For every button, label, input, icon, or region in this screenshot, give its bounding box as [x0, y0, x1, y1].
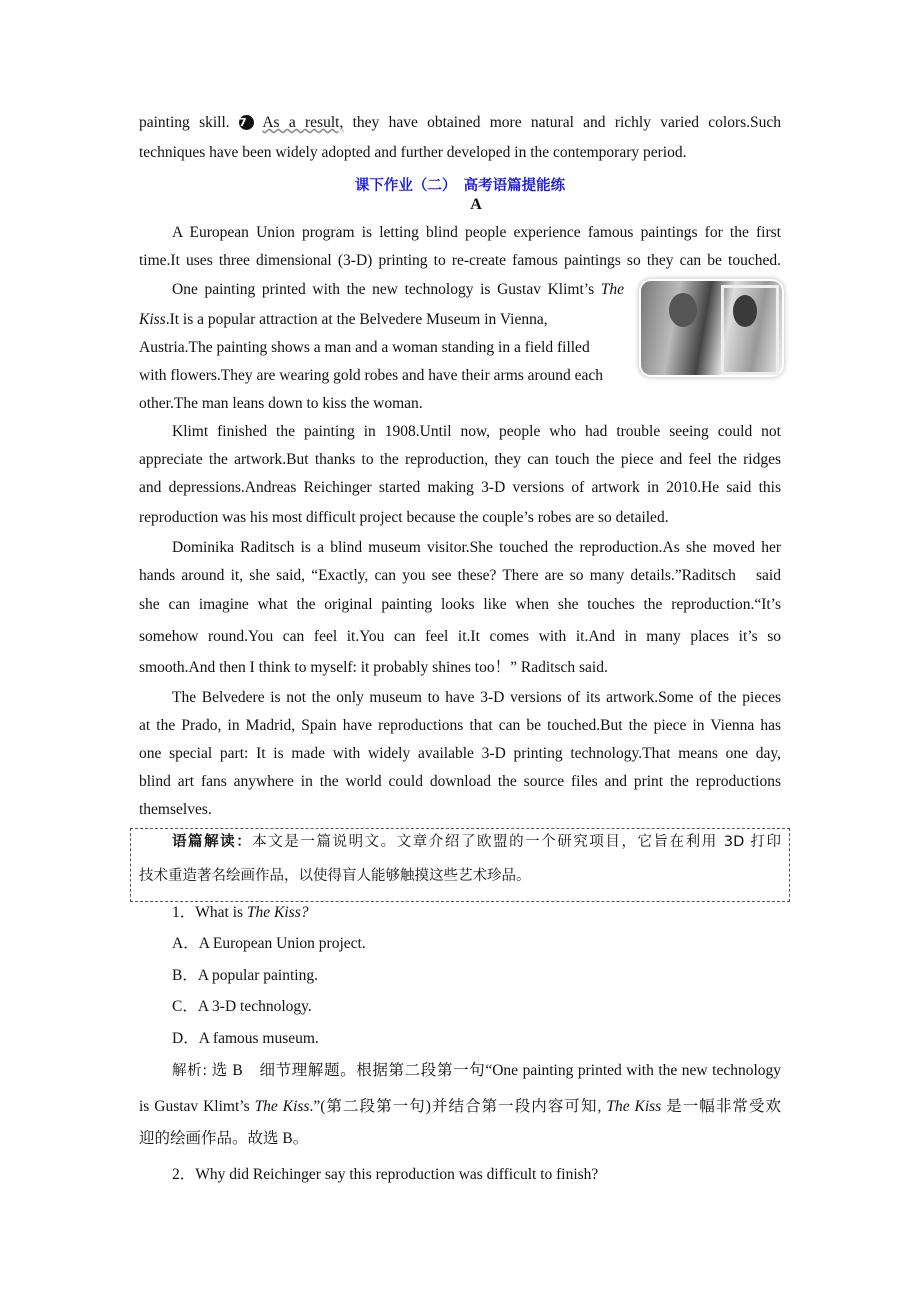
paragraph-4-line: smooth.And then I think to myself: it probably shines too！” Raditsch said. — [139, 659, 608, 676]
article-photo — [641, 281, 782, 375]
paragraph-3-line: Klimt finished the painting in 1908.Until now, people who had trouble seeing could not — [172, 423, 781, 440]
paragraph-3-line: reproduction was his most difficult project because the couple’s robes are so detailed. — [139, 509, 669, 526]
paragraph-5-line: blind art fans anywhere in the world could download the source files and print the reproductions — [139, 773, 781, 790]
section-title: 课下作业（二） 高考语篇提能练 — [354, 178, 566, 194]
text: 本文是一篇说明文。文章介绍了欧盟的一个研究项目，它旨在利用 3D 打印 — [252, 834, 782, 850]
italic-title: The — [600, 281, 625, 298]
text: painting skill. — [139, 114, 230, 131]
analysis-line — [172, 1061, 781, 1081]
text: .It is a popular attraction at the Belvedere Museum in Vienna, — [165, 311, 548, 328]
summary-label: 语篇解读： — [172, 834, 253, 850]
paragraph-4-line: Dominika Raditsch is a blind museum visitor.She touched the reproduction.As she moved her — [172, 539, 781, 556]
text: .”(第二段第一句)并结合第一段内容可知, — [309, 1098, 602, 1115]
analysis-line — [139, 1097, 781, 1117]
passage-label: A — [470, 196, 482, 213]
paragraph-3-line: and depressions.Andreas Reichinger started making 3-D versions of artwork in 2010.He said this — [139, 479, 781, 496]
paragraph-5-line: The Belvedere is not the only museum to have 3-D versions of its artwork.Some of the pieces — [172, 689, 781, 706]
paragraph-4-line: somehow round.You can feel it.You can feel it.It comes with it.And in many places it’s so — [139, 628, 781, 645]
paragraph-1-line: time.It uses three dimensional (3-D) printing to re-create famous paintings so they can be touched. — [139, 252, 781, 269]
circled-number-marker: 7 — [239, 115, 254, 130]
paragraph-2-line: with flowers.They are wearing gold robes and have their arms around each — [139, 367, 603, 384]
option-d: D．A famous museum. — [172, 1030, 319, 1047]
paragraph-1-line: A European Union program is letting blind people experience famous paintings for the first — [172, 224, 781, 241]
text: 选 B 细节理解题。根据第二段第一句“One painting printed with the new technology — [211, 1062, 782, 1079]
text: 是一幅非常受欢 — [666, 1098, 781, 1115]
intro-line-2: techniques have been widely adopted and further developed in the contemporary period. — [139, 144, 687, 161]
underlined-phrase: As a result, — [262, 114, 344, 131]
paragraph-2-line: Austria.The painting shows a man and a woman standing in a field filled — [139, 339, 590, 356]
option-a: A．A European Union project. — [172, 935, 366, 952]
paragraph-4-line: she can imagine what the original painting looks like when she touches the reproduction.“It’s — [139, 596, 781, 613]
paragraph-4-line: hands around it, she said, “Exactly, can you see these? There are so many details.”Raditsch said — [139, 567, 781, 584]
paragraph-3-line: appreciate the artwork.But thanks to the reproduction, they can touch the piece and feel the ridges — [139, 451, 781, 468]
italic-title: The Kiss? — [246, 904, 309, 921]
text: they have obtained more natural and richly varied colors.Such — [352, 114, 782, 131]
summary-line — [172, 832, 781, 852]
text: One painting printed with the new technology is Gustav Klimt’s — [172, 281, 595, 298]
paragraph-2-line — [172, 280, 624, 300]
italic-title: The Kiss — [254, 1098, 310, 1115]
option-b: B．A popular painting. — [172, 967, 318, 984]
text: is Gustav Klimt’s — [139, 1098, 250, 1115]
paragraph-5-line: themselves. — [139, 801, 212, 818]
paragraph-5-line: at the Prado, in Madrid, Spain have reproductions that can be touched.But the piece in Vienna has — [139, 717, 781, 734]
analysis-line: 迎的绘画作品。故选 B。 — [139, 1130, 309, 1147]
option-c: C．A 3-D technology. — [172, 998, 312, 1015]
paragraph-2-line — [139, 310, 624, 330]
intro-line-1 — [139, 113, 781, 133]
paragraph-5-line: one special part: It is made with widely available 3-D printing technology.That means one day, — [139, 745, 781, 762]
question-1 — [172, 903, 781, 923]
text: 1．What is — [172, 904, 244, 921]
paragraph-2-line: other.The man leans down to kiss the woman. — [139, 395, 423, 412]
summary-line: 技术重造著名绘画作品，以使得盲人能够触摸这些艺术珍品。 — [139, 868, 531, 884]
analysis-label: 解析: — [172, 1063, 208, 1079]
italic-title: The Kiss — [606, 1098, 662, 1115]
question-2: 2．Why did Reichinger say this reproduction was difficult to finish? — [172, 1166, 599, 1183]
italic-title: Kiss — [139, 311, 166, 328]
